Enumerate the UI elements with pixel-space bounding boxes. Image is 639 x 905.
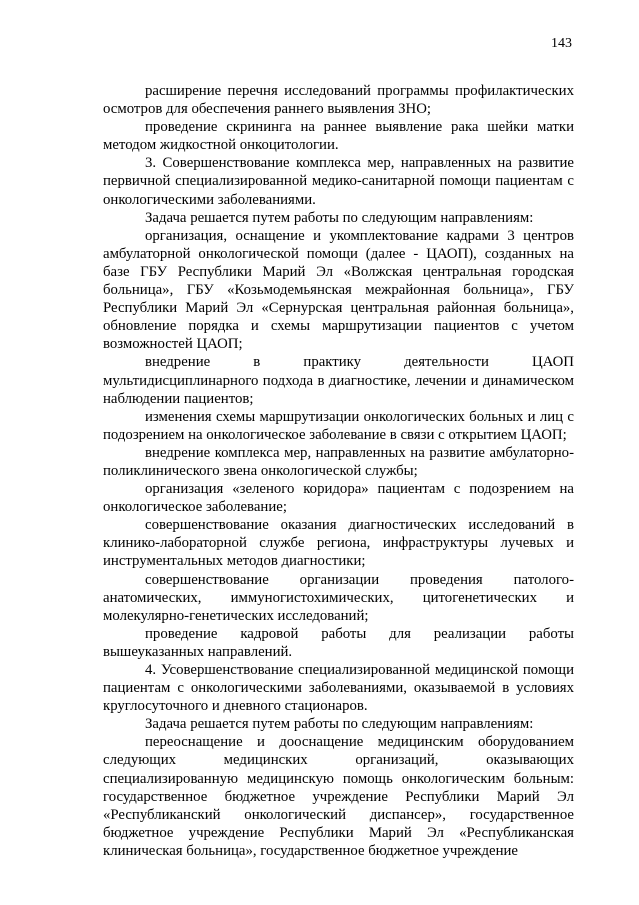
paragraph-4: Задача решается путем работы по следующим направлениям: (145, 209, 534, 226)
paragraph-15: переоснащение и дооснащение медицинским оборудованием следующих медицинских организаций, оказывающих специализированную медицинскую помощь онкологическим больным: государственное бюджетное учреждение Республики Марий Эл «Республиканский онкологический диспансер», государственное бюджетное учреждение Республики Марий Эл «Республиканская клиническая больница», государственное бюджетное учреждение (103, 734, 574, 859)
paragraph-1: расширение перечня исследований программы профилактических осмотров для обеспечения раннего выявления ЗНО; (103, 83, 574, 118)
paragraph-2: проведение скрининга на раннее выявление рака шейки матки методом жидкостной онкоцитологии. (103, 119, 574, 154)
paragraph-14: Задача решается путем работы по следующим направлениям: (145, 716, 534, 733)
paragraph-6: внедрение в практику деятельности ЦАОП мультидисциплинарного подхода в диагностике, лечении и динамическом наблюдении пациентов; (103, 354, 574, 407)
paragraph-7: изменения схемы маршрутизации онкологических больных и лиц с подозрением на онкологическое заболевание в связи с открытием ЦАОП; (103, 408, 574, 443)
paragraph-13-heading: 4. Усовершенствование специализированной медицинской помощи пациентам с онкологическими заболеваниями, оказываемой в условиях круглосуточного и дневного стационаров. (103, 662, 574, 715)
paragraph-10: совершенствование оказания диагностических исследований в клинико-лабораторной службе региона, инфраструктуры лучевых и инструментальных методов диагностики; (103, 517, 574, 570)
paragraph-9: организация «зеленого коридора» пациентам с подозрением на онкологическое заболевание; (103, 481, 574, 516)
page-number: 143 (551, 36, 572, 51)
document-body (103, 82, 574, 860)
paragraph-12: проведение кадровой работы для реализации работы вышеуказанных направлений. (103, 625, 574, 660)
paragraph-8: внедрение комплекса мер, направленных на развитие амбулаторно-поликлинического звена онкологической службы; (103, 444, 574, 479)
paragraph-5: организация, оснащение и укомплектование кадрами 3 центров амбулаторной онкологической помощи (далее - ЦАОП), созданных на базе ГБУ Республики Марий Эл «Волжская центральная городская больница», ГБУ «Козьмодемьянская межрайонная больница», ГБУ Республики Марий Эл «Сернурская центральная районная больница», обновление порядка и схемы маршрутизации пациентов с учетом возможностей ЦАОП; (103, 227, 574, 353)
paragraph-11: совершенствование организации проведения патолого-анатомических, иммуногистохимических, цитогенетических и молекулярно-генетических исследований; (103, 571, 574, 624)
paragraph-3-heading: 3. Совершенствование комплекса мер, направленных на развитие первичной специализированной медико-санитарной помощи пациентам с онкологическими заболеваниями. (103, 155, 574, 208)
